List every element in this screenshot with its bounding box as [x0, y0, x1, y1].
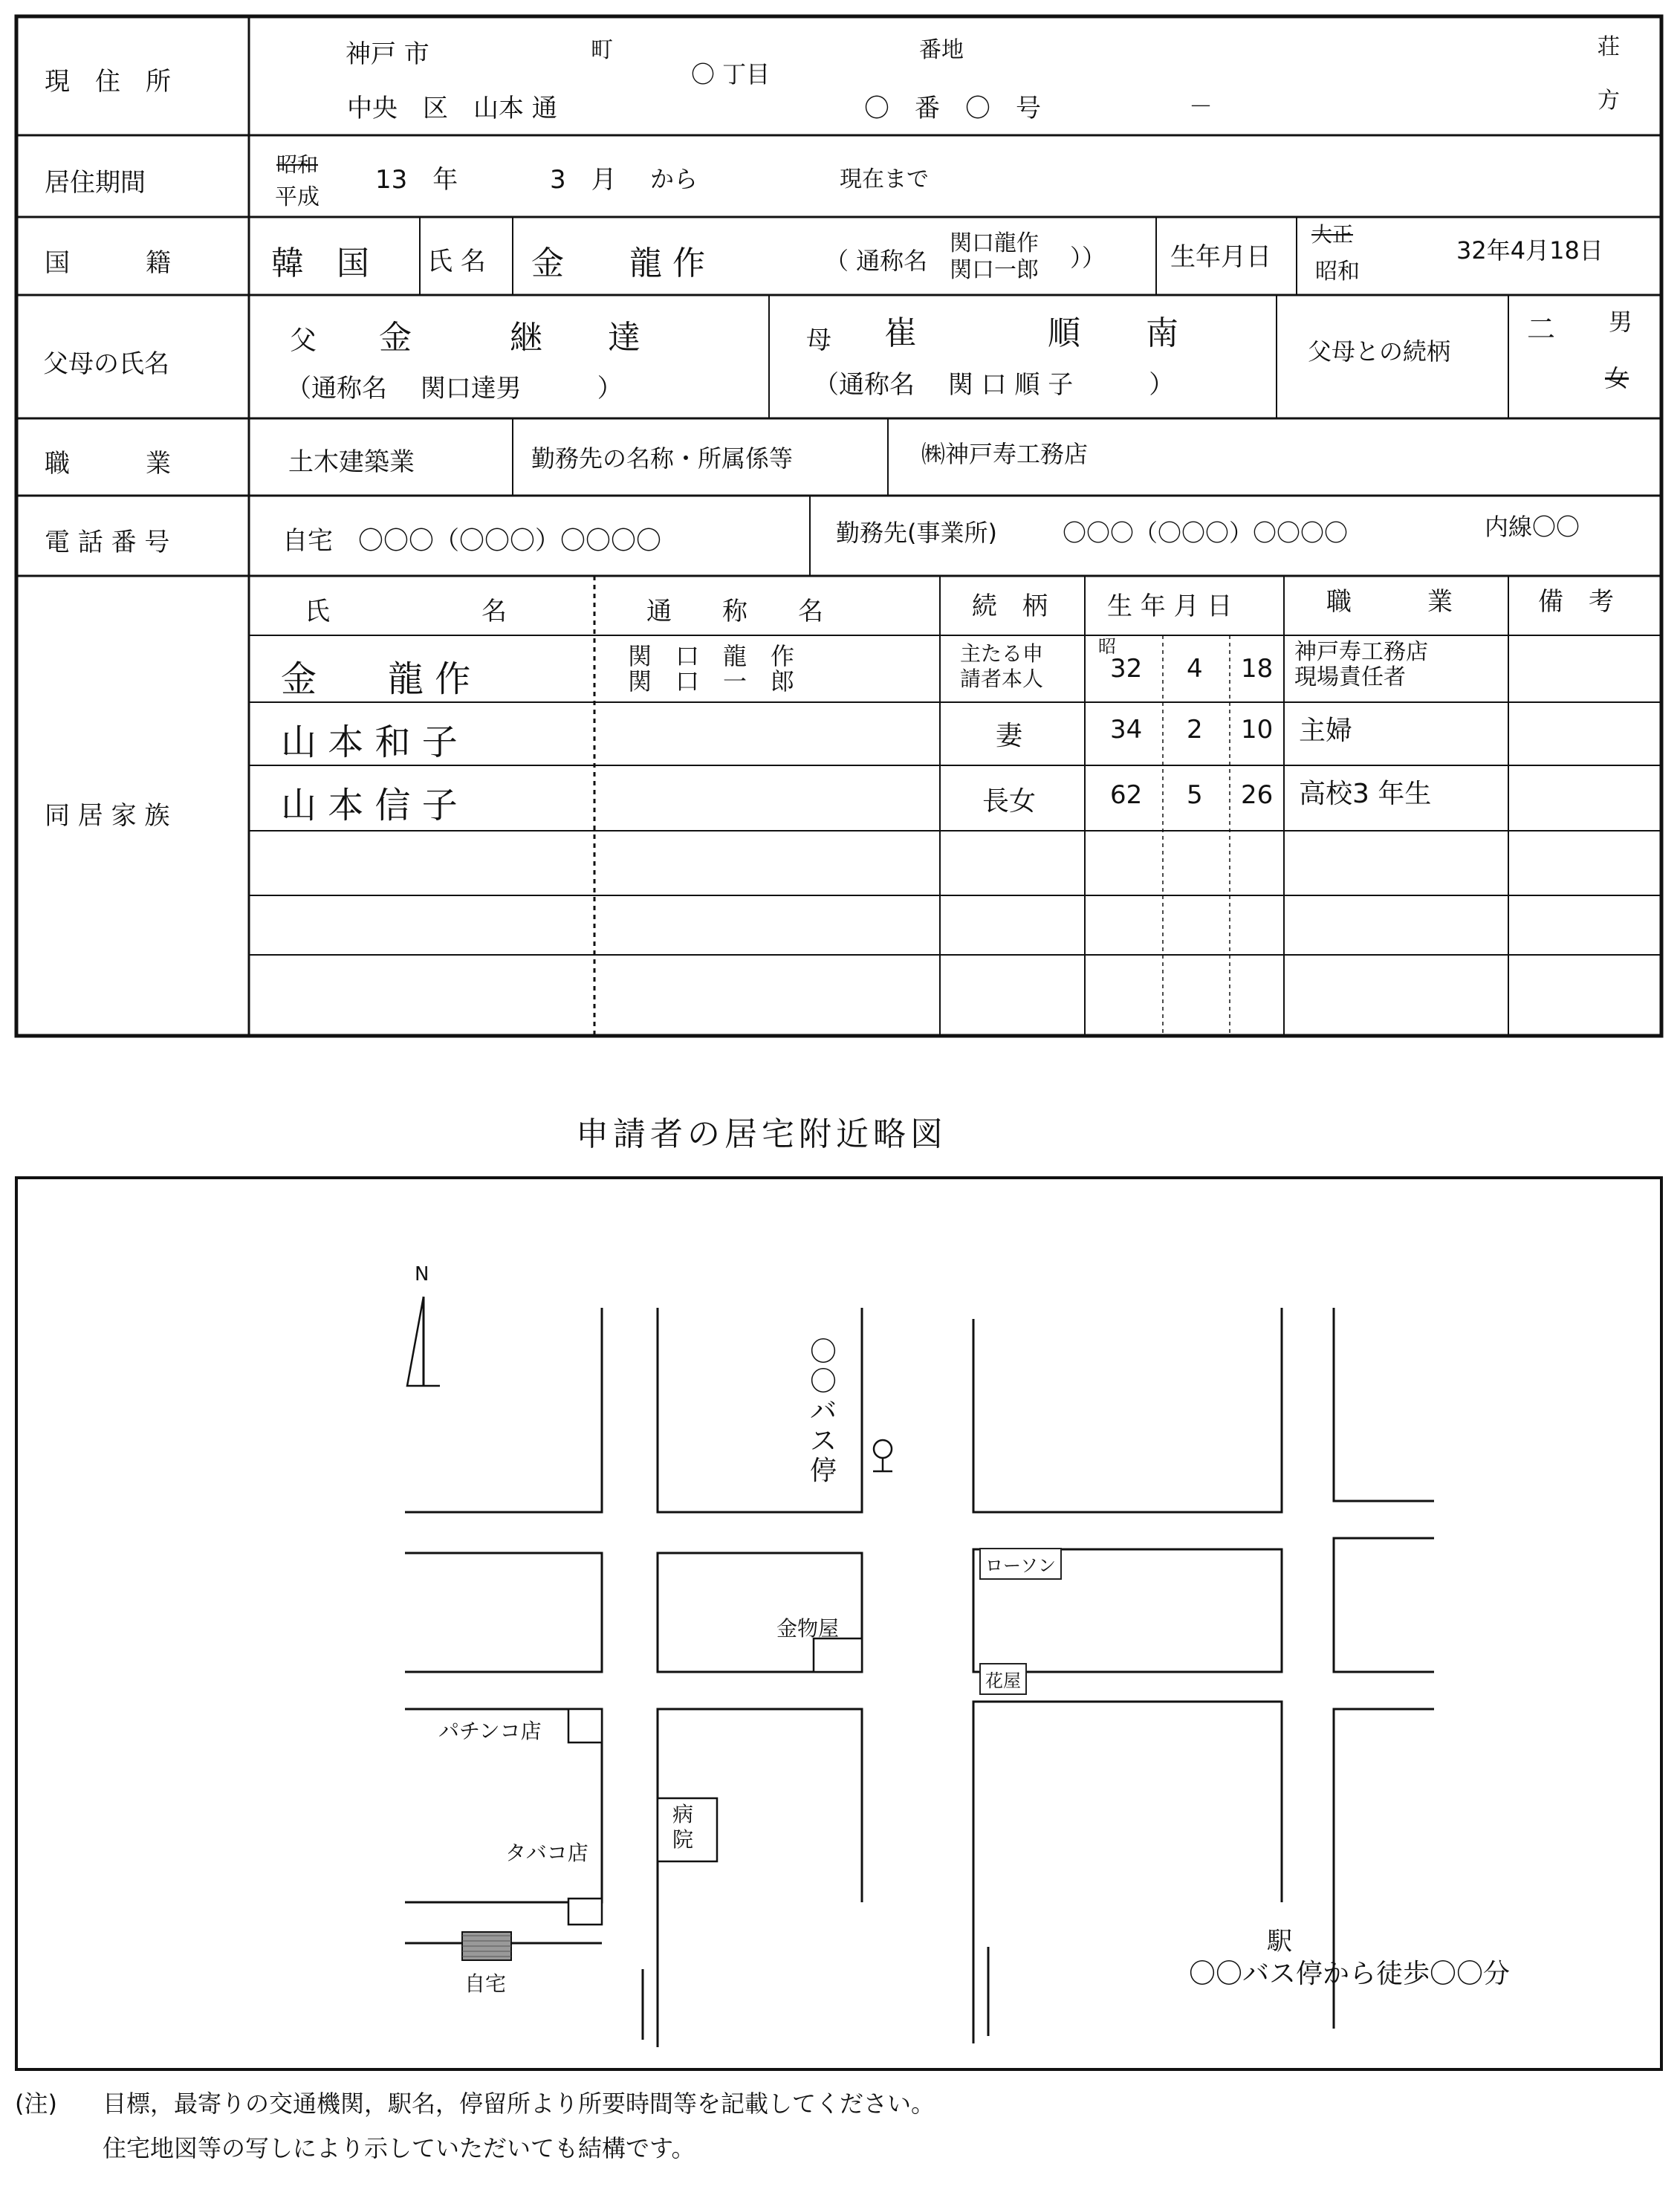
north-label: N	[415, 1263, 429, 1286]
birth-era: 昭和	[1315, 259, 1360, 285]
member-1-day: 18	[1241, 654, 1274, 684]
period-year: 13 年	[375, 165, 458, 195]
tobacco-label: タバコ店	[505, 1841, 588, 1865]
alias-open: （ 通称名	[825, 247, 928, 275]
occupation-value: 土木建築業	[288, 447, 415, 477]
family-header-remarks: 備 考	[1538, 587, 1614, 617]
mother-name: 崔 順 南	[884, 314, 1178, 352]
note-prefix: (注)	[15, 2090, 57, 2118]
member-3-occupation: 高校3 年生	[1299, 779, 1432, 809]
alias-close: ））	[1070, 244, 1106, 272]
period-until: 現在まで	[840, 166, 929, 192]
bus-stop-label: 〇〇バス停	[810, 1337, 837, 1486]
walk-time-label: 〇〇バス停から徒歩〇〇分	[1189, 1959, 1511, 1989]
member-3-relation: 長女	[982, 786, 1037, 817]
name-label: 氏 名	[427, 247, 486, 276]
family-header-occupation: 職 業	[1326, 587, 1453, 617]
relation-female-struck: 女	[1605, 364, 1629, 392]
home-label: 自宅	[464, 1971, 507, 1996]
member-1-month: 4	[1187, 654, 1203, 684]
alias-2: 関口一郎	[950, 257, 1039, 283]
family-header-relation: 続 柄	[972, 591, 1048, 621]
address-label: 現 住 所	[45, 67, 171, 97]
member-1-name: 金 龍 作	[281, 658, 471, 700]
pachinko-label: パチンコ店	[438, 1719, 542, 1743]
parents-label: 父母の氏名	[43, 349, 169, 379]
family-label: 同 居 家 族	[45, 801, 170, 831]
phone-work-label: 勤務先(事業所)	[836, 519, 997, 547]
nationality-value: 韓 国	[271, 244, 369, 282]
member-1-alias-2: 関 口 一 郎	[628, 667, 795, 696]
address-city: 神戸 市	[346, 39, 429, 69]
member-3-day: 26	[1241, 780, 1274, 810]
hospital-label: 病院	[672, 1802, 694, 1852]
relation-label: 父母との続柄	[1308, 337, 1451, 366]
member-2-name: 山 本 和 子	[281, 722, 458, 763]
period-month: 3 月	[550, 165, 617, 195]
address-chome: 〇 丁目	[691, 60, 771, 88]
member-2-relation: 妻	[996, 721, 1023, 751]
lawson-label: ローソン	[979, 1548, 1062, 1580]
hardware-label: 金物屋	[776, 1616, 840, 1641]
address-kata: 方	[1598, 88, 1620, 114]
relation-male: 男	[1609, 308, 1633, 336]
member-1-relation-1: 主たる申	[960, 641, 1044, 666]
note-line-1: 目標，最寄りの交通機関，駅名，停留所より所要時間等を記載してください。	[103, 2090, 935, 2118]
member-1-year: 32	[1110, 654, 1143, 684]
birth-era-struck: 大正	[1311, 222, 1354, 247]
member-2-month: 2	[1187, 715, 1203, 745]
member-1-relation-2: 請者本人	[960, 667, 1044, 691]
father-name: 金 継 達	[379, 319, 640, 357]
phone-work: 〇〇〇（〇〇〇）〇〇〇〇	[1063, 519, 1349, 547]
alias-1: 関口龍作	[950, 230, 1039, 256]
address-ward: 中央 区 山本 通	[347, 94, 557, 123]
birth-date: 32年4月18日	[1456, 236, 1603, 265]
mother-alias: （通称名 関 口 順 子 ）	[814, 370, 1175, 400]
map-title: 申請者の居宅附近略図	[576, 1115, 947, 1153]
address-town: 町	[591, 37, 613, 63]
member-3-year: 62	[1110, 780, 1143, 810]
employer-value: ㈱神戸寿工務店	[921, 440, 1089, 468]
member-1-alias-1: 関 口 龍 作	[628, 642, 795, 670]
father-prefix: 父	[290, 325, 317, 356]
family-header-name: 氏 名	[305, 597, 507, 626]
member-1-occupation-2: 現場責任者	[1294, 664, 1406, 690]
phone-label: 電 話 番 号	[45, 528, 170, 557]
applicant-name: 金 龍 作	[531, 244, 705, 282]
father-alias: （通称名 関口達男 ）	[286, 374, 623, 403]
member-2-year: 34	[1110, 715, 1143, 745]
family-header-alias: 通 称 名	[646, 597, 823, 626]
address-banchi: 番地	[919, 37, 964, 63]
nationality-label: 国 籍	[45, 248, 171, 278]
family-header-birth: 生 年 月 日	[1107, 591, 1233, 621]
period-from: から	[650, 165, 698, 193]
member-3-name: 山 本 信 子	[281, 785, 458, 826]
address-ban-go: 〇 番 〇 号	[864, 94, 1041, 123]
address-dash: －	[1189, 92, 1213, 120]
employer-label: 勤務先の名称・所属係等	[531, 444, 794, 473]
florist-label: 花屋	[979, 1663, 1027, 1695]
period-label: 居住期間	[45, 168, 146, 198]
member-2-occupation: 主婦	[1299, 716, 1353, 746]
member-1-era: 昭	[1098, 636, 1116, 657]
occupation-label: 職 業	[45, 449, 171, 479]
mother-prefix: 母	[806, 325, 831, 355]
member-3-month: 5	[1187, 780, 1203, 810]
relation-number: 二	[1527, 313, 1556, 346]
period-era: 平成	[275, 184, 320, 210]
phone-home: 自宅 〇〇〇（〇〇〇）〇〇〇〇	[282, 526, 661, 556]
phone-extension: 内線〇〇	[1485, 513, 1580, 541]
station-label: 駅	[1267, 1927, 1292, 1957]
member-1-occupation-1: 神戸寿工務店	[1294, 639, 1428, 665]
note-line-2: 住宅地図等の写しにより示していただいても結構です。	[103, 2134, 695, 2162]
period-era-struck: 昭和	[276, 152, 319, 177]
birth-label: 生年月日	[1170, 242, 1271, 272]
member-2-day: 10	[1241, 715, 1274, 745]
address-so: 荘	[1598, 34, 1620, 60]
